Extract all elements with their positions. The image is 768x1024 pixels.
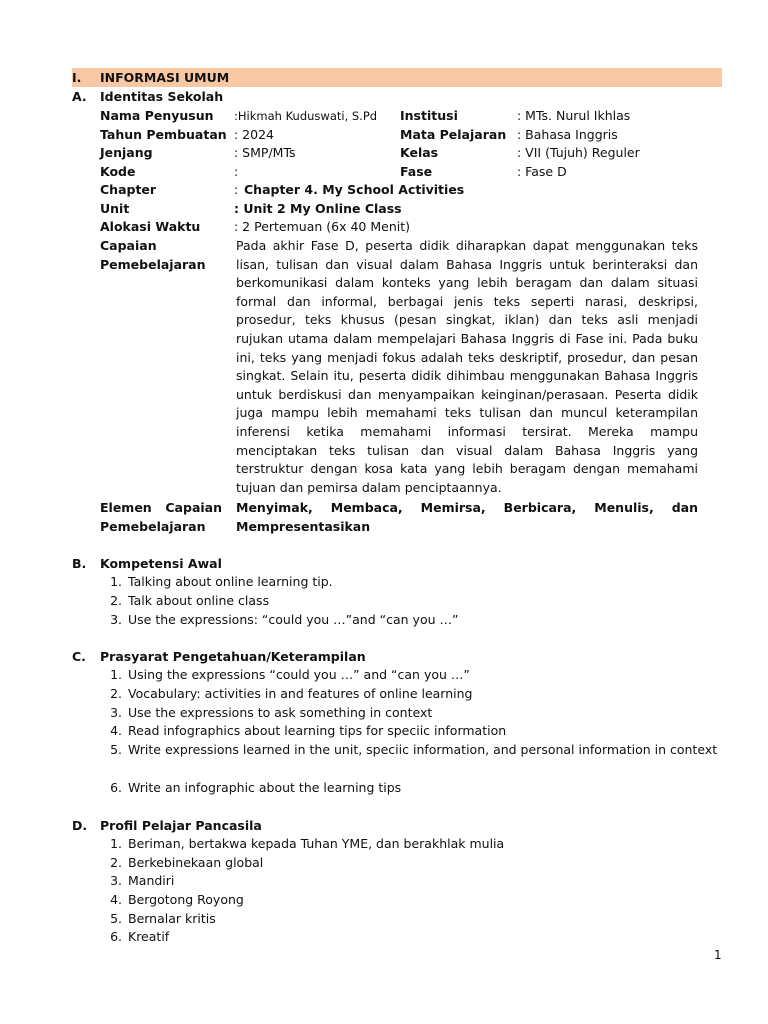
- list-text: Talking about online learning tip.: [128, 574, 333, 589]
- list-number: 2.: [110, 593, 122, 608]
- section-a-letter: A.: [72, 89, 87, 104]
- list-text: Talk about online class: [128, 593, 270, 608]
- section-b-letter: B.: [72, 556, 87, 571]
- label-institusi: Institusi: [400, 108, 458, 123]
- list-text: Mandiri: [128, 873, 175, 888]
- list-text: Write an infographic about the learning tips: [128, 780, 402, 795]
- list-number: 3.: [110, 612, 122, 627]
- label-fase: Fase: [400, 164, 433, 179]
- list-text-wrapped: Write expressions learned in the unit, speciic information, and personal information in context: [128, 742, 718, 757]
- label-unit: Unit: [100, 201, 130, 216]
- page-number: 1: [714, 948, 722, 962]
- label-nama-penyusun: Nama Penyusun: [100, 108, 214, 123]
- value-kode: :: [234, 164, 239, 179]
- label-capaian-2: Pemebelajaran: [100, 257, 206, 272]
- label-kelas: Kelas: [400, 145, 439, 160]
- section-b-title: Kompetensi Awal: [100, 556, 222, 571]
- chapter-colon: :: [234, 182, 239, 197]
- section-d-letter: D.: [72, 818, 88, 833]
- value-alokasi: : 2 Pertemuan (6x 40 Menit): [234, 219, 411, 234]
- value-unit: : Unit 2 My Online Class: [234, 201, 402, 216]
- section-i-title: INFORMASI UMUM: [100, 70, 230, 85]
- list-number: 2.: [110, 855, 122, 870]
- list-text: Bernalar kritis: [128, 911, 216, 926]
- list-number: 1.: [110, 574, 122, 589]
- section-a-title: Identitas Sekolah: [100, 89, 224, 104]
- list-text: Kreatif: [128, 929, 170, 944]
- value-elemen-capaian: Menyimak, Membaca, Memirsa, Berbicara, Menulis, dan Mempresentasikan: [236, 500, 698, 534]
- list-number: 1.: [110, 667, 122, 682]
- value-tahun: : 2024: [234, 127, 274, 142]
- list-number: 2.: [110, 686, 122, 701]
- section-c-title: Prasyarat Pengetahuan/Keterampilan: [100, 649, 366, 664]
- list-number: 1.: [110, 836, 122, 851]
- label-mapel: Mata Pelajaran: [400, 127, 507, 142]
- section-i-number: I.: [72, 70, 82, 85]
- value-chapter: Chapter 4. My School Activities: [244, 182, 465, 197]
- section-d-title: Profil Pelajar Pancasila: [100, 818, 262, 833]
- list-number: 3.: [110, 705, 122, 720]
- list-number: 3.: [110, 873, 122, 888]
- capaian-paragraph: Pada akhir Fase D, peserta didik diharapkan dapat menggunakan teks lisan, tulisan dan visual dalam Bahasa Inggris untuk berinteraksi dan berkomunikasi dalam konteks yang lebih beragam dan dalam situasi formal dan informal, berbagai jenis teks seperti narasi, deskripsi, prosedur, teks khusus (pesan singkat, iklan) dan teks asli menjadi rujukan utama dalam mempelajari Bahasa Inggris di Fase ini. Pada buku ini, teks yang menjadi fokus adalah teks deskriptif, prosedur, dan pesan singkat. Selain itu, peserta didik dihimbau menggunakan Bahasa Inggris untuk berdiskusi dan menyampaikan keinginan/perasaan. Peserta didik juga mampu lebih memahami teks tulisan dan muncul keterampilan inferensi ketika memahami informasi tersirat. Mereka mampu menciptakan teks tulisan dan visual dalam Bahasa Inggris yang terstruktur dengan kosa kata yang lebih beragam dengan memahami tujuan dan pemirsa dalam penciptaannya.: [236, 238, 698, 495]
- value-jenjang: : SMP/MTs: [234, 145, 296, 160]
- list-number: 5.: [110, 742, 122, 757]
- section-c-letter: C.: [72, 649, 86, 664]
- label-chapter: Chapter: [100, 182, 157, 197]
- list-number: 5.: [110, 911, 122, 926]
- list-text: Bergotong Royong: [128, 892, 244, 907]
- label-kode: Kode: [100, 164, 136, 179]
- list-number: 4.: [110, 892, 122, 907]
- value-institusi: : MTs. Nurul Ikhlas: [517, 108, 631, 123]
- list-text: Read infographics about learning tips for speciic information: [128, 723, 507, 738]
- value-mapel: : Bahasa Inggris: [517, 127, 618, 142]
- list-number: 6.: [110, 780, 122, 795]
- value-nama-penyusun: :Hikmah Kuduswati, S.Pd: [234, 109, 378, 123]
- list-text: Beriman, bertakwa kepada Tuhan YME, dan berakhlak mulia: [128, 836, 505, 851]
- value-fase: : Fase D: [517, 164, 567, 179]
- label-alokasi: Alokasi Waktu: [100, 219, 201, 234]
- label-tahun: Tahun Pembuatan: [100, 127, 227, 142]
- list-text: Use the expressions: “could you …”and “can you …”: [128, 612, 459, 627]
- value-kelas: : VII (Tujuh) Reguler: [517, 145, 640, 160]
- list-number: 6.: [110, 929, 122, 944]
- label-capaian-1: Capaian: [100, 238, 157, 253]
- label-jenjang: Jenjang: [100, 145, 153, 160]
- list-text: Using the expressions “could you …” and “can you …”: [128, 667, 470, 682]
- list-text: Berkebinekaan global: [128, 855, 264, 870]
- list-text: Use the expressions to ask something in context: [128, 705, 433, 720]
- list-number: 4.: [110, 723, 122, 738]
- list-text: Vocabulary: activities in and features of online learning: [128, 686, 473, 701]
- label-elemen-capaian: Elemen Capaian Pemebelajaran: [100, 500, 222, 534]
